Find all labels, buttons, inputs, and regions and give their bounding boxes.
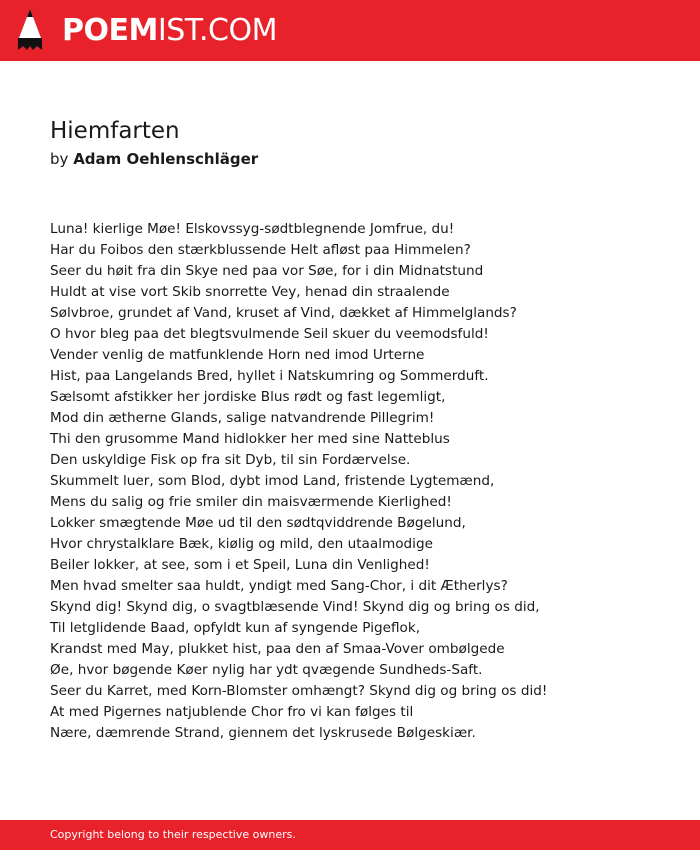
poem-line: Skummelt luer, som Blod, dybt imod Land, fristende Lygtemænd, [50,473,495,489]
poem-line: O hvor bleg paa det blegtsvulmende Seil skuer du veemodsfuld! [50,326,489,342]
poem-title: Hiemfarten [50,118,180,144]
poem-line: Øe, hvor bøgende Køer nylig har ydt qvægende Sundheds-Saft. [50,662,483,678]
poem-line: Hvor chrystalklare Bæk, kiølig og mild, den utaalmodige [50,536,433,552]
poem-line: Sælsomt afstikker her jordiske Blus rødt og fast legemligt, [50,389,446,405]
site-logo-text[interactable] [62,12,277,50]
poem-line: Krandst med May, plukket hist, paa den af Smaa-Vover ombølgede [50,641,505,657]
by-label: by [50,150,69,168]
poem-line: Thi den grusomme Mand hidlokker her med sine Natteblus [50,431,450,447]
poem-line: Huldt at vise vort Skib snorrette Vey, henad din straalende [50,284,450,300]
author-name: Adam Oehlenschläger [73,150,259,168]
copyright-notice: Copyright belong to their respective owners. [50,828,296,841]
poem-line: Til letglidende Baad, opfyldt kun af syngende Pigeflok, [50,620,421,636]
poem-line: Mens du salig og frie smiler din maisværmende Kierlighed! [50,494,452,510]
poem-line: Skynd dig! Skynd dig, o svagtblæsende Vind! Skynd dig og bring os did, [50,599,540,615]
poem-line: Sølvbroe, grundet af Vand, kruset af Vind, dækket af Himmelglands? [50,305,517,321]
poem-line: Har du Foibos den stærkblussende Helt afløst paa Himmelen? [50,242,471,258]
poem-line: Seer du Karret, med Korn-Blomster omhængt? Skynd dig og bring os did! [50,683,548,699]
poem-line: Lokker smægtende Møe ud til den sødtqviddrende Bøgelund, [50,515,466,531]
brand-light-text: IST.COM [157,13,277,48]
poem-line: Men hvad smelter saa huldt, yndigt med Sang-Chor, i dit Ætherlys? [50,578,508,594]
poem-line: Nære, dæmrende Strand, giennem det lyskrusede Bølgeskiær. [50,725,476,741]
pencil-icon[interactable] [17,8,43,52]
byline [50,149,258,169]
site-footer [0,820,700,850]
poem-line: Luna! kierlige Møe! Elskovssyg-sødtblegnende Jomfrue, du! [50,221,455,237]
poem-line: Vender venlig de matfunklende Horn ned imod Urterne [50,347,425,363]
poem-line: Den uskyldige Fisk op fra sit Dyb, til sin Fordærvelse. [50,452,411,468]
site-header [0,0,700,61]
poem-body [50,219,670,744]
brand-bold-text: POEM [62,13,158,48]
poem-line: Beiler lokker, at see, som i et Speil, Luna din Venlighed! [50,557,430,573]
poem-line: Seer du høit fra din Skye ned paa vor Søe, for i din Midnatstund [50,263,484,279]
poem-line: Mod din ætherne Glands, salige natvandrende Pillegrim! [50,410,435,426]
poem-line: At med Pigernes natjublende Chor fro vi kan følges til [50,704,414,720]
poem-line: Hist, paa Langelands Bred, hyllet i Natskumring og Sommerduft. [50,368,489,384]
